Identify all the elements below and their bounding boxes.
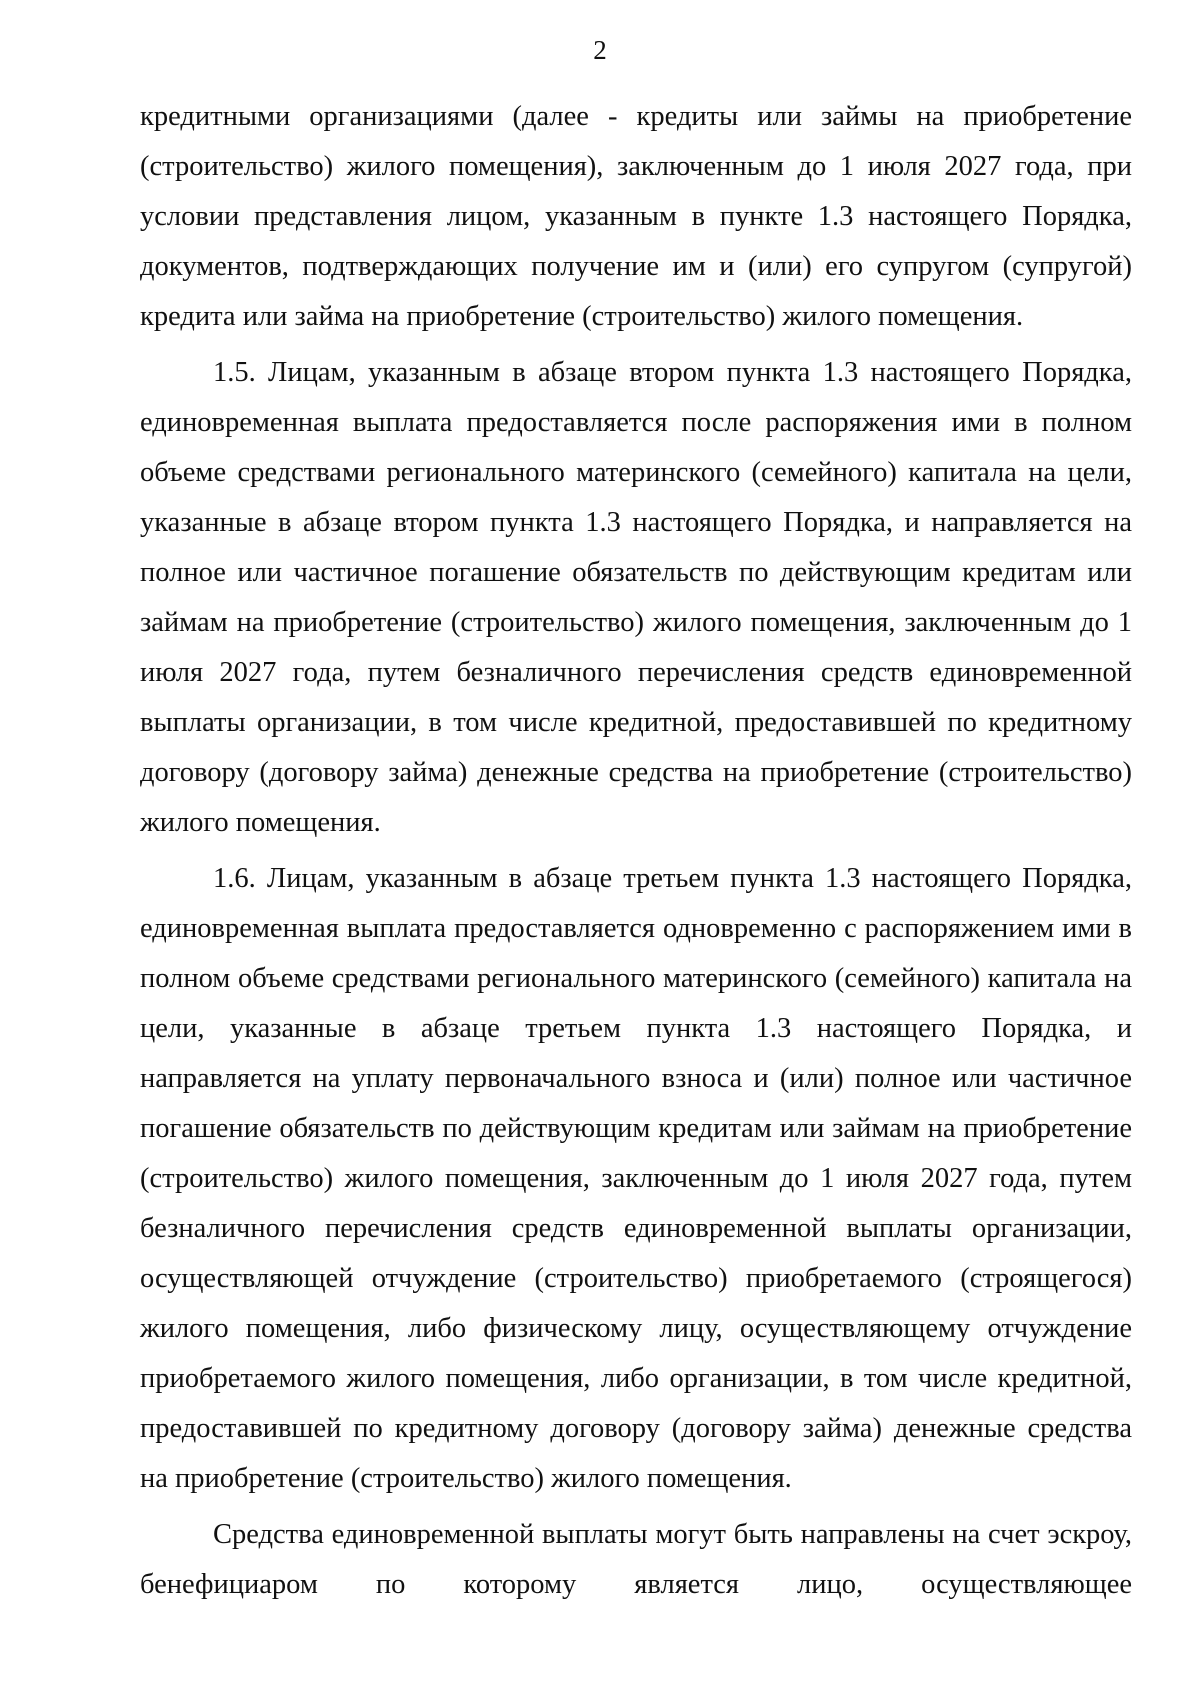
document-body (140, 92, 1132, 1610)
page-number: 2 (593, 35, 607, 65)
paragraph-continuation: кредитными организациями (далее - кредиты или займы на приобретение (строительство) жилого помещения), заключенным до 1 июля 2027 года, при условии представления лицом, указанным в пункте 1.3 настоящего Порядка, документов, подтверждающих получение им и (или) его супругом (супругой) кредита или займа на приобретение (строительство) жилого помещения. (140, 101, 1132, 332)
paragraph-1-5: 1.5. Лицам, указанным в абзаце втором пункта 1.3 настоящего Порядка, единовременная выплата предоставляется после распоряжения ими в полном объеме средствами регионального материнского (семейного) капитала на цели, указанные в абзаце втором пункта 1.3 настоящего Порядка, и направляется на полное или частичное погашение обязательств по действующим кредитам или займам на приобретение (строительство) жилого помещения, заключенным до 1 июля 2027 года, путем безналичного перечисления средств единовременной выплаты организации, в том числе кредитной, предоставившей по кредитному договору (договору займа) денежные средства на приобретение (строительство) жилого помещения. (140, 357, 1132, 838)
paragraph-1-6: 1.6. Лицам, указанным в абзаце третьем пункта 1.3 настоящего Порядка, единовременная выплата предоставляется одновременно с распоряжением ими в полном объеме средствами регионального материнского (семейного) капитала на цели, указанные в абзаце третьем пункта 1.3 настоящего Порядка, и направляется на уплату первоначального взноса и (или) полное или частичное погашение обязательств по действующим кредитам или займам на приобретение (строительство) жилого помещения, заключенным до 1 июля 2027 года, путем безналичного перечисления средств единовременной выплаты организации, осуществляющей отчуждение (строительство) приобретаемого (строящегося) жилого помещения, либо физическому лицу, осуществляющему отчуждение приобретаемого жилого помещения, либо организации, в том числе кредитной, предоставившей по кредитному договору (договору займа) денежные средства на приобретение (строительство) жилого помещения. (140, 863, 1132, 1494)
paragraph-escrow: Средства единовременной выплаты могут быть направлены на счет эскроу, бенефициаром по которому является лицо, осуществляющее (140, 1519, 1132, 1600)
